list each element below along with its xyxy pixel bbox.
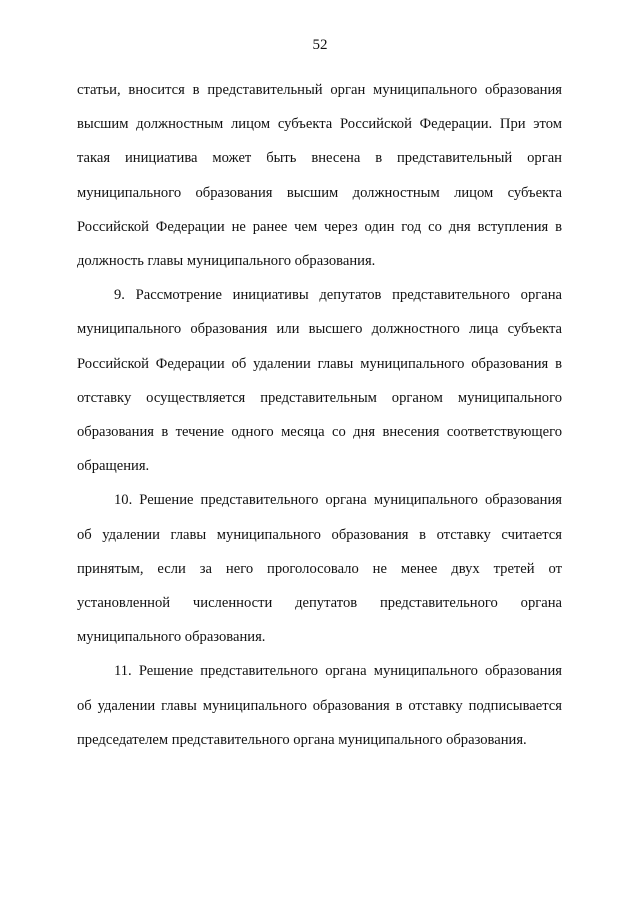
paragraph-item-10: 10. Решение представительного органа муниципального образования об удалении главы муниципального образования в отставку считается принятым, если за него проголосовало не менее двух третей от установленной численности депутатов представительного органа муниципального образования. bbox=[77, 492, 562, 646]
paragraph-item-9: 9. Рассмотрение инициативы депутатов представительного органа муниципального образования или высшего должностного лица субъекта Российской Федерации об удалении главы муниципального образования в отставку осуществляется представительным органом муниципального образования в течение одного месяца со дня внесения соответствующего обращения. bbox=[77, 287, 562, 475]
page-number: 52 bbox=[312, 37, 328, 53]
document-body bbox=[77, 73, 562, 757]
paragraph-item-11: 11. Решение представительного органа муниципального образования об удалении главы муниципального образования в отставку подписывается председателем представительного органа муниципального образования. bbox=[77, 663, 562, 748]
paragraph-continuation: статьи, вносится в представительный орган муниципального образования высшим должностным лицом субъекта Российской Федерации. При этом такая инициатива может быть внесена в представительный орган муниципального образования высшим должностным лицом субъекта Российской Федерации не ранее чем через один год со дня вступления в должность главы муниципального образования. bbox=[77, 82, 562, 270]
